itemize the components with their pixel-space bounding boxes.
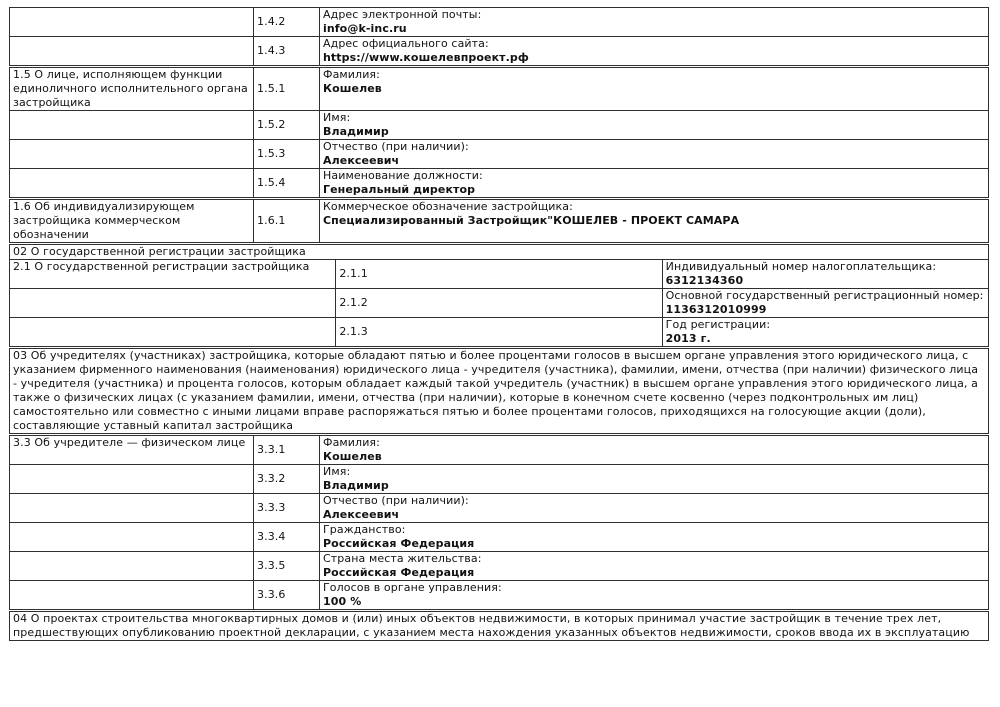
table-row <box>10 169 989 198</box>
table-row <box>10 436 989 465</box>
row-number-cell: 2.1.3 <box>336 318 662 347</box>
field-label: Отчество (при наличии): <box>323 494 469 507</box>
field-value: https://www.кошелевпроект.рф <box>323 51 529 64</box>
row-number-cell: 1.5.4 <box>254 169 320 198</box>
field-value: Российская Федерация <box>323 537 475 550</box>
field-value: Кошелев <box>323 82 382 95</box>
row-number-cell: 1.5.1 <box>254 68 320 111</box>
field-cell <box>320 552 989 581</box>
section-title-cell <box>10 581 254 610</box>
table-row <box>10 140 989 169</box>
field-cell <box>320 581 989 610</box>
row-number-cell: 3.3.6 <box>254 581 320 610</box>
table-row <box>10 260 989 289</box>
section-title-cell <box>10 318 336 347</box>
table-row <box>10 200 989 243</box>
field-value: info@k-inc.ru <box>323 22 407 35</box>
row-number-cell: 2.1.2 <box>336 289 662 318</box>
section-header-cell: 02 О государственной регистрации застройщика <box>10 245 989 260</box>
section-title-cell: 3.3 Об учредителе — физическом лице <box>10 436 254 465</box>
section-title-cell <box>10 8 254 37</box>
section-description-row <box>10 349 989 434</box>
field-label: Год регистрации: <box>665 318 771 331</box>
field-label: Страна места жительства: <box>323 552 482 565</box>
table-section-3-3 <box>9 435 989 610</box>
section-description-row <box>10 612 989 641</box>
row-number-cell: 2.1.1 <box>336 260 662 289</box>
field-label: Имя: <box>323 465 351 478</box>
field-value: Алексеевич <box>323 154 400 167</box>
field-label: Адрес электронной почты: <box>323 8 482 21</box>
table-row <box>10 111 989 140</box>
field-cell <box>320 68 989 111</box>
table-section-1-4-continued <box>9 7 989 66</box>
field-value: 1136312010999 <box>665 303 767 316</box>
row-number-cell: 3.3.1 <box>254 436 320 465</box>
field-cell <box>320 436 989 465</box>
section-title-cell <box>10 289 336 318</box>
table-section-1-6 <box>9 199 989 243</box>
field-cell <box>320 169 989 198</box>
field-value: 100 % <box>323 595 362 608</box>
field-label: Наименование должности: <box>323 169 483 182</box>
section-title-cell <box>10 37 254 66</box>
field-cell <box>320 111 989 140</box>
table-row <box>10 37 989 66</box>
row-number-cell: 3.3.2 <box>254 465 320 494</box>
field-label: Имя: <box>323 111 351 124</box>
row-number-cell: 3.3.5 <box>254 552 320 581</box>
field-cell <box>320 523 989 552</box>
row-number-cell: 3.3.4 <box>254 523 320 552</box>
section-title-cell <box>10 140 254 169</box>
table-row <box>10 289 989 318</box>
section-title-cell <box>10 465 254 494</box>
field-value: Кошелев <box>323 450 382 463</box>
field-label: Индивидуальный номер налогоплательщика: <box>665 260 937 273</box>
table-row <box>10 552 989 581</box>
section-title-cell <box>10 169 254 198</box>
table-section-03 <box>9 348 989 434</box>
row-number-cell: 1.4.2 <box>254 8 320 37</box>
field-cell <box>320 140 989 169</box>
field-cell <box>662 318 988 347</box>
row-number-cell: 3.3.3 <box>254 494 320 523</box>
section-description-cell: 03 Об учредителях (участниках) застройщика, которые обладают пятью и более процентами голосов в высшем органе управления этого юридического лица, с указанием фирменного наименования (наименования) юридического лица - учредителя (участника), фамилии, имени, отчества (при наличии) физического лица - учредителя (участника) и процента голосов, которым обладает каждый такой учредитель (участник) в высшем органе управления этого юридического лица, а также о физических лицах (с указанием фамилии, имени, отчества (при наличии), которые в конечном счете косвенно (через подконтрольных им лиц) самостоятельно или совместно с иными лицами вправе распоряжаться пятью и более процентами голосов, приходящихся на голосующие акции (доли), составляющие уставный капитал застройщика <box>10 349 989 434</box>
field-value: Алексеевич <box>323 508 400 521</box>
section-header-row <box>10 245 989 260</box>
field-value: Специализированный Застройщик"КОШЕЛЕВ - ПРОЕКТ САМАРА <box>323 214 740 227</box>
section-title-cell <box>10 552 254 581</box>
field-label: Фамилия: <box>323 436 380 449</box>
field-cell <box>320 8 989 37</box>
project-declaration-table <box>9 7 989 641</box>
field-cell <box>320 37 989 66</box>
section-title-cell <box>10 523 254 552</box>
field-value: Российская Федерация <box>323 566 475 579</box>
row-number-cell: 1.5.3 <box>254 140 320 169</box>
field-value: Владимир <box>323 479 389 492</box>
field-cell <box>320 200 989 243</box>
field-label: Основной государственный регистрационный номер: <box>665 289 984 302</box>
row-number-cell: 1.5.2 <box>254 111 320 140</box>
table-section-1-5 <box>9 67 989 198</box>
table-section-02 <box>9 244 989 347</box>
section-title-cell <box>10 494 254 523</box>
table-row <box>10 523 989 552</box>
table-row <box>10 494 989 523</box>
section-title-cell <box>10 111 254 140</box>
field-value: 6312134360 <box>665 274 744 287</box>
section-title-cell: 1.5 О лице, исполняющем функции единоличного исполнительного органа застройщика <box>10 68 254 111</box>
field-value: 2013 г. <box>665 332 711 345</box>
field-label: Гражданство: <box>323 523 406 536</box>
table-row <box>10 465 989 494</box>
field-cell <box>662 289 988 318</box>
field-cell <box>320 494 989 523</box>
field-value: Генеральный директор <box>323 183 476 196</box>
table-row <box>10 8 989 37</box>
section-description-cell: 04 О проектах строительства многоквартирных домов и (или) иных объектов недвижимости, в которых принимал участие застройщик в течение трех лет, предшествующих опубликованию проектной декларации, с указанием места нахождения указанных объектов недвижимости, сроков ввода их в эксплуатацию <box>10 612 989 641</box>
field-label: Коммерческое обозначение застройщика: <box>323 200 573 213</box>
field-label: Отчество (при наличии): <box>323 140 469 153</box>
field-label: Фамилия: <box>323 68 380 81</box>
field-cell <box>320 465 989 494</box>
field-cell <box>662 260 988 289</box>
table-row <box>10 68 989 111</box>
table-section-04 <box>9 611 989 641</box>
section-title-cell: 1.6 Об индивидуализирующем застройщика коммерческом обозначении <box>10 200 254 243</box>
row-number-cell: 1.4.3 <box>254 37 320 66</box>
row-number-cell: 1.6.1 <box>254 200 320 243</box>
field-label: Адрес официального сайта: <box>323 37 489 50</box>
field-label: Голосов в органе управления: <box>323 581 502 594</box>
section-title-cell: 2.1 О государственной регистрации застройщика <box>10 260 336 289</box>
field-value: Владимир <box>323 125 389 138</box>
table-row <box>10 581 989 610</box>
table-row <box>10 318 989 347</box>
